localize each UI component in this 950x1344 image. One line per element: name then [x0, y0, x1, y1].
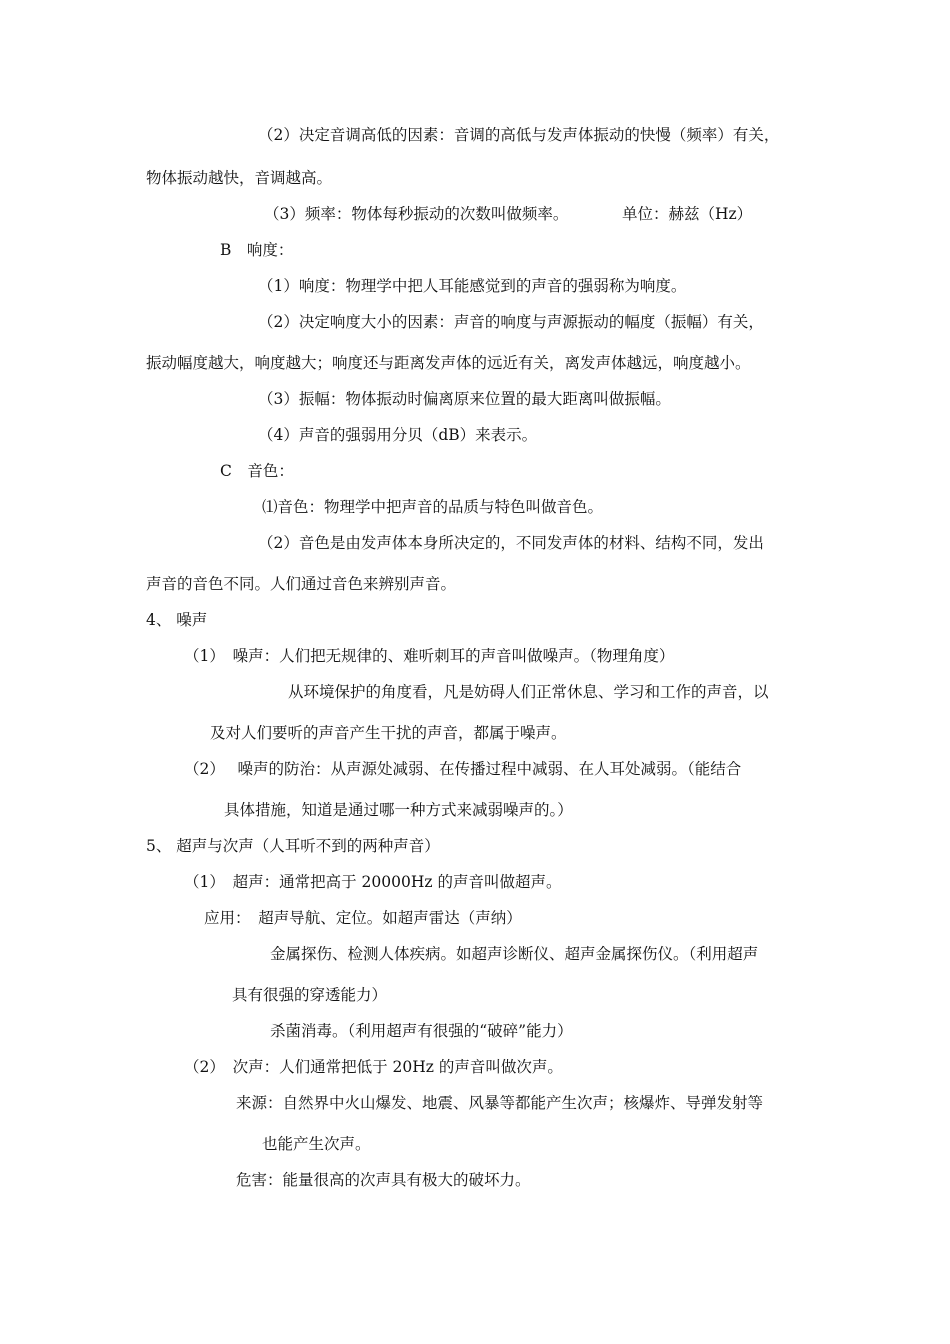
infrasound-definition: （2） 次声：人们通常把低于 20Hz 的声音叫做次声。 — [184, 1058, 563, 1076]
ultrasound-definition: （1） 超声：通常把高于 20000Hz 的声音叫做超声。 — [184, 873, 562, 891]
ultrasound-application-3: 杀菌消毒。（利用超声有很强的“破碎”能力） — [270, 1022, 573, 1040]
ultrasound-infrasound-heading: 5、 超声与次声（人耳听不到的两种声音） — [146, 837, 440, 855]
ultrasound-application-1: 应用： 超声导航、定位。如超声雷达（声纳） — [204, 909, 522, 927]
noise-heading: 4、 噪声 — [146, 611, 208, 629]
frequency-definition: （3）频率：物体每秒振动的次数叫做频率。 — [264, 205, 569, 223]
noise-environment-line-2: 及对人们要听的声音产生干扰的声音，都属于噪声。 — [210, 724, 567, 742]
infrasound-source-line-2: 也能产生次声。 — [262, 1135, 371, 1153]
pitch-factor-line-2: 物体振动越快，音调越高。 — [146, 169, 333, 187]
timbre-line-2: 声音的音色不同。人们通过音色来辨别声音。 — [146, 575, 457, 593]
noise-definition: （1） 噪声：人们把无规律的、难听刺耳的声音叫做噪声。（物理角度） — [184, 647, 675, 665]
loudness-definition: （1）响度：物理学中把人耳能感觉到的声音的强弱称为响度。 — [258, 277, 687, 295]
decibel-line: （4）声音的强弱用分贝（dB）来表示。 — [258, 426, 538, 444]
infrasound-harm: 危害：能量很高的次声具有极大的破坏力。 — [236, 1171, 531, 1189]
loudness-factor-line-2: 振动幅度越大，响度越大；响度还与距离发声体的远近有关，离发声体越远，响度越小。 — [146, 354, 751, 372]
noise-control-line-2: 具体措施，知道是通过哪一种方式来减弱噪声的。） — [224, 801, 573, 819]
loudness-heading: B 响度： — [220, 241, 294, 259]
noise-control-line-1: （2） 噪声的防治：从声源处减弱、在传播过程中减弱、在人耳处减弱。（能结合 — [184, 760, 742, 778]
amplitude-definition: （3）振幅：物体振动时偏离原来位置的最大距离叫做振幅。 — [258, 390, 671, 408]
frequency-unit: 单位：赫兹（Hz） — [622, 205, 753, 223]
pitch-factor-line-1: （2）决定音调高低的因素：音调的高低与发声体振动的快慢（频率）有关， — [258, 126, 780, 144]
infrasound-source-line-1: 来源：自然界中火山爆发、地震、风暴等都能产生次声；核爆炸、导弹发射等 — [236, 1094, 764, 1112]
ultrasound-application-2-line-2: 具有很强的穿透能力） — [232, 986, 388, 1004]
timbre-heading: C 音色： — [220, 462, 294, 480]
noise-environment-line-1: 从环境保护的角度看，凡是妨碍人们正常休息、学习和工作的声音，以 — [288, 683, 769, 701]
loudness-factor-line-1: （2）决定响度大小的因素：声音的响度与声源振动的幅度（振幅）有关， — [258, 313, 764, 331]
timbre-definition: ⑴音色：物理学中把声音的品质与特色叫做音色。 — [262, 498, 604, 516]
timbre-line-1: （2）音色是由发声体本身所决定的，不同发声体的材料、结构不同，发出 — [258, 534, 764, 552]
ultrasound-application-2-line-1: 金属探伤、检测人体疾病。如超声诊断仪、超声金属探伤仪。（利用超声 — [270, 945, 759, 963]
